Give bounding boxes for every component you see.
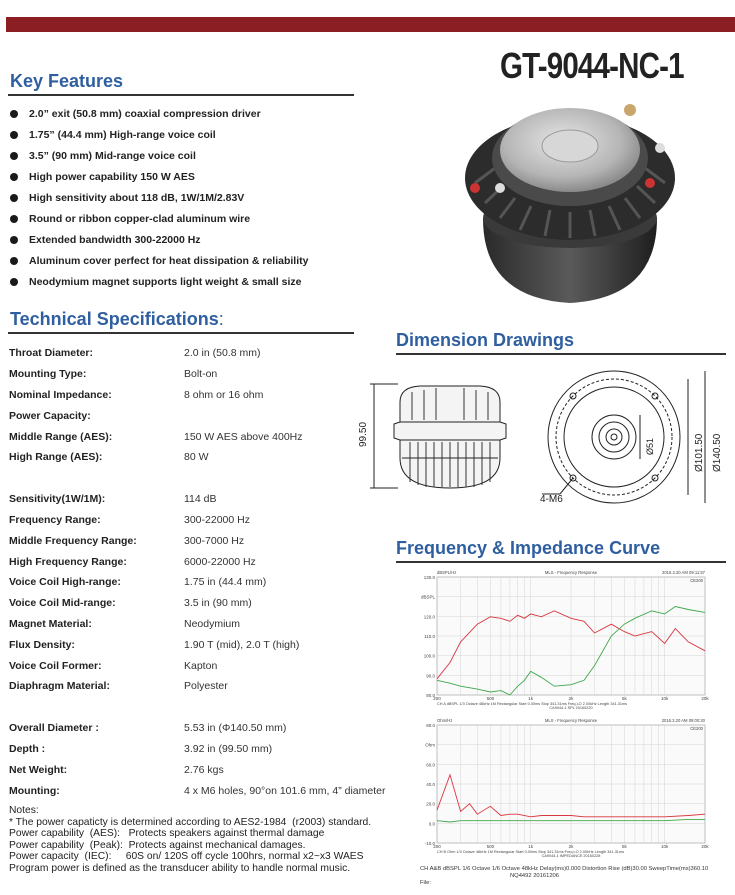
spec-spacer [9,468,394,489]
spec-row [9,510,394,531]
y-tick-label: 90.0 [426,673,435,679]
bullet-icon [10,257,18,265]
specs-title-text: Technical Specifications [10,309,219,329]
y-tick-label: 80.0 [426,723,435,728]
spec-value: 150 W AES above 400Hz [184,430,303,443]
chart-caption [420,866,720,887]
x-tick-label: 500 [486,696,495,701]
spec-row [9,426,394,447]
specs-table [9,343,394,801]
note-line: Power capability (Peak): Protects against mechanical damages. [9,839,306,851]
feature-item [10,124,370,145]
note-line: Program power is defined as the transducer ability to handle normal music. [9,862,351,874]
y-tick-label: 130.0 [423,575,435,580]
chart-footer: CH B Ohm 1/3 Octave 48kHz 1M Rectangular Start 0.00ms Stop 341.31ms Freq.LO 2.00kHz Length 341.31ms [437,850,624,854]
spec-value: 6000-22000 Hz [184,555,256,568]
feature-item [10,166,370,187]
spec-label: Depth : [9,742,46,755]
spec-label: High Range (AES): [9,451,103,464]
caption-line-2: NQ4492 20161206 [510,873,559,879]
spec-row [9,614,394,635]
spec-label: Voice Coil Mid-range: [9,597,116,610]
x-tick-label: 1k [528,696,534,701]
specs-rule [8,332,354,334]
chart-footer: CH A dBSPL 1/3 Octave 48kHz 1M Rectangular Start 0.00ms Stop 341.31ms Freq.LO 2.00kHz Length 341.31ms [437,702,628,706]
x-tick-label: 20k [701,844,709,849]
model-number: GT-9044-NC-1 [500,45,684,86]
side-view [370,384,506,488]
spec-value: Neodymium [184,617,241,630]
spec-row [9,655,394,676]
dimension-title: Dimension Drawings [396,330,575,350]
spec-label: Frequency Range: [9,513,101,526]
chart-corner-label: CE200 [690,726,703,731]
spec-label: Voice Coil Former: [9,659,102,672]
y-tick-label: 0.0 [428,821,435,827]
feature-item [10,208,370,229]
product-image [455,88,685,313]
bolt-circle-label: Ø101.50 [694,433,705,472]
feature-item [10,187,370,208]
spec-row [9,739,394,760]
bullet-icon [10,278,18,286]
chart-footer-2: CA9044-1 IMPEDANCE 20160228 [541,854,601,858]
spec-value: 300-7000 Hz [184,534,245,547]
spec-label: Net Weight: [9,763,68,776]
spec-label: Voice Coil High-range: [9,576,121,589]
spec-label: Overall Diameter : [9,722,99,735]
spec-label: Nominal Impedance: [9,388,112,401]
specs-title [10,309,224,330]
bullet-icon [10,110,18,118]
chart-header-right: 2016.3.20 AM 09:00:20 [661,718,705,723]
spec-row [9,343,394,364]
notes-title: Notes: [9,805,39,816]
spec-value: Kapton [184,659,218,672]
spec-row [9,676,394,697]
y-tick-label: 20.0 [426,801,435,807]
caption-line-3: File: [420,880,431,886]
chart-header-center: MLS - Frequency Response [544,570,598,575]
spec-row [9,385,394,406]
y-tick-label: 40.0 [426,782,435,787]
x-tick-label: 500 [486,844,495,849]
spec-label: Throat Diameter: [9,347,94,360]
spec-label: Mounting: [9,784,60,797]
x-tick-label: 200 [433,696,441,701]
x-tick-label: 2k [568,844,574,849]
spec-row [9,551,394,572]
spec-label: Diaphragm Material: [9,680,110,693]
caption-line-1: CH A&B dBSPL 1/6 Octave 1/6 Octave 48kHz Delay(ms)0.000 Distortion Rise (dB)30.00 SweepTime(ms)360.10 [420,866,709,872]
note-line: * The power capaticty is determined according to AES2-1984 (r2003) standard. [9,816,372,828]
feature-item [10,250,370,271]
y-tick-label: dBSPL [420,594,435,600]
spec-value: 5.53 in (Φ140.50 mm) [184,722,287,735]
feature-item [10,145,370,166]
spec-label: Middle Range (AES): [9,430,113,443]
x-tick-label: 10k [661,696,669,701]
spec-value: 2.76 kgs [184,763,224,776]
x-tick-label: 10k [661,844,669,849]
spec-value: Polyester [184,680,228,693]
spec-value: Bolt-on [184,368,218,381]
spec-row [9,572,394,593]
feature-text: 2.0” exit (50.8 mm) coaxial compression driver [29,107,261,120]
dimension-rule [396,353,726,355]
chart-header-right: 2016.3.20 AM 09:11:57 [662,570,705,575]
spec-value: 1.90 T (mid), 2.0 T (high) [184,638,300,651]
spec-row [9,489,394,510]
spec-label: Magnet Material: [9,617,92,630]
top-view [542,371,705,503]
notes [9,805,399,875]
specs-title-suffix: : [218,309,224,329]
x-tick-label: 5k [621,844,627,849]
chart-corner-label: CE200 [690,578,703,583]
y-tick-label: 80.0 [426,693,435,698]
spec-value: 1.75 in (44.4 mm) [184,576,267,589]
spec-row [9,447,394,468]
chart-footer-2: CA9044-1 SPL 20160220 [549,706,593,710]
key-features-rule [8,94,354,96]
y-tick-label: 60.0 [426,762,435,768]
y-tick-label: 100.0 [423,653,435,659]
bullet-icon [10,131,18,139]
holes-label: 4-M6 [540,494,563,505]
spec-label: Power Capacity: [9,409,91,422]
spec-row [9,634,394,655]
frequency-title: Frequency & Impedance Curve [396,538,661,558]
x-tick-label: 1k [528,844,534,849]
feature-item [10,271,370,292]
spec-row [9,530,394,551]
spec-label: High Frequency Range: [9,555,127,568]
feature-text: 3.5” (90 mm) Mid-range voice coil [29,149,196,162]
spec-row [9,364,394,385]
key-features-title: Key Features [10,71,124,91]
impedance-chart [413,715,710,860]
key-features-list [10,103,370,292]
note-line: Power capability (AES): Protects speakers against thermal damage [9,828,325,840]
feature-text: High power capability 150 W AES [29,170,195,183]
bullet-icon [10,215,18,223]
spec-value: 3.5 in (90 mm) [184,597,252,610]
bullet-icon [10,194,18,202]
x-tick-label: 20k [701,696,709,701]
chart-header-center: MLS - Frequency Response [544,718,598,723]
spec-row [9,718,394,739]
spec-value: 2.0 in (50.8 mm) [184,347,261,360]
spec-value: 80 W [184,451,209,464]
bullet-icon [10,236,18,244]
height-label: 99.50 [358,421,369,447]
spec-label: Middle Frequency Range: [9,534,137,547]
y-tick-label: 110.0 [424,634,435,639]
x-tick-label: 200 [433,844,441,849]
chart-header-left: dBSPL/Hz [437,570,457,575]
feature-text: Aluminum cover perfect for heat dissipation & reliability [29,254,309,267]
notes-lines [9,817,399,875]
feature-item [10,103,370,124]
outer-diameter-label: Ø140.50 [712,433,723,472]
y-tick-label: -10.0 [424,841,435,846]
frequency-response-chart [413,567,710,710]
spec-value: 8 ohm or 16 ohm [184,388,264,401]
spec-row [9,405,394,426]
spec-value: 300-22000 Hz [184,513,250,526]
dimension-drawing [360,362,735,512]
spec-value: 4 x M6 holes, 90°on 101.6 mm, 4” diameter [184,784,386,797]
feature-text: Neodymium magnet supports light weight & small size [29,275,302,288]
spec-value: 3.92 in (99.50 mm) [184,742,273,755]
feature-text: High sensitivity about 118 dB, 1W/1M/2.83V [29,191,245,204]
spec-spacer [9,697,394,718]
feature-text: Round or ribbon copper-clad aluminum wire [29,212,251,225]
spec-value: 114 dB [184,493,217,506]
chart-header-left: Ohm/Hz [437,718,453,723]
inner-diameter-label: Ø51 [645,437,655,455]
y-tick-label: Ohm [425,742,435,748]
spec-label: Sensitivity(1W/1M): [9,493,106,506]
x-tick-label: 5k [621,696,627,701]
frequency-rule [396,561,726,563]
spec-row [9,759,394,780]
feature-item [10,229,370,250]
header-bar [6,17,735,32]
feature-text: Extended bandwidth 300-22000 Hz [29,233,201,246]
spec-label: Mounting Type: [9,368,87,381]
bullet-icon [10,152,18,160]
spec-label: Flux Density: [9,638,75,651]
x-tick-label: 2k [568,696,574,701]
note-line: Power capacity (IEC): 60S on/ 120S off cycle 100hrs, normal x2~x3 WAES [9,851,364,863]
y-tick-label: 120.0 [423,614,435,620]
spec-row [9,593,394,614]
spec-row [9,780,394,801]
feature-text: 1.75” (44.4 mm) High-range voice coil [29,128,216,141]
bullet-icon [10,173,18,181]
